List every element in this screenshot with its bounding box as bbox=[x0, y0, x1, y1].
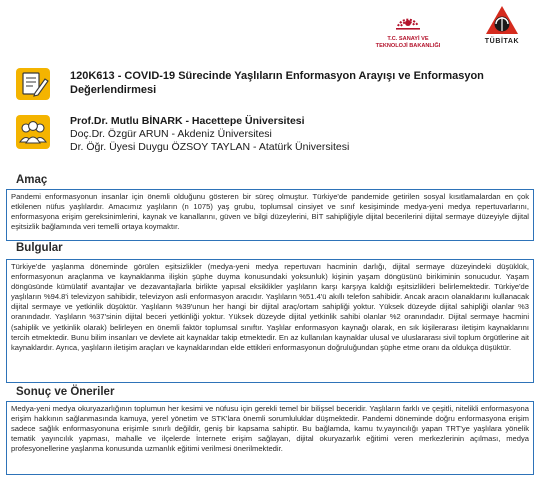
sonuc-text: Medya-yeni medya okuryazarlığının toplumun her kesimi ve nüfusu için gerekli temel bir bilişsel beceridir. Yaşlıların farklı ve çeşitli, nitelikli enformasyona erişim hakkının sağlanmasında kamuya, yerel yönetim ve STK'lara önemli sorumluluklar düşmektedir. Pandemi döneminde doğru enformasyona erişim sadece sağlık enformasyonuna erişimle sınırlı değildir, geniş bir kapsama sahiptir. Bu bağlamda, kamu tv.yayıncılığı yapan TRT'ye yaşlılara yönelik tematik yayıncılık yapması, mahalle ve ilçelerde İnternete erişim sağlayan, dijital okuryazarlık eğitimi veren merkezlerinin açılması, medya profesyonellerine yaşlanma konusunda uzmanlık eğitimi verilmesi önerilmektedir. bbox=[11, 404, 529, 454]
authors-block bbox=[14, 113, 526, 154]
author-lead: Prof.Dr. Mutlu BİNARK - Hacettepe Üniversitesi bbox=[70, 115, 305, 127]
project-title: 120K613 - COVID-19 Sürecinde Yaşlıların Enformasyon Arayışı ve Enformasyon Değerlendirmesi bbox=[70, 70, 484, 96]
tubitak-logo bbox=[478, 4, 526, 45]
ministry-emblem-icon bbox=[390, 4, 426, 34]
document-pen-icon bbox=[14, 66, 54, 102]
author-third: Dr. Öğr. Üyesi Duygu ÖZSOY TAYLAN - Atatürk Üniversitesi bbox=[70, 141, 350, 153]
tubitak-emblem-icon bbox=[483, 4, 521, 36]
ministry-line1: T.C. SANAYİ VE bbox=[387, 36, 429, 42]
amac-text: Pandemi enformasyonun insanlar için önemli olduğunu gösteren bir süreç olmuştur. Türkiye'de pandemide getirilen sosyal kısıtlamalardan en çok etkilenen nüfus yaşlılardır. Amacımız yaşlıların (n 1075) yaş grubu, toplumsal cinsiyet ve sınıf kesişiminde medya-yeni medya repertuvarlarını, enformasyona erişim gereksinimlerini, kaynak ve kanallarını, güven ve bilgi düzeylerini, BİT sahipliğiyle dijital becerilerini dijital sermaye düzeyiyle dijital eşitsizlik bağlamında veri temelli ortaya koymaktır. bbox=[11, 192, 529, 232]
project-header bbox=[14, 66, 526, 102]
author-second: Doç.Dr. Özgür ARUN - Akdeniz Üniversitesi bbox=[70, 128, 272, 140]
sonuc-heading: Sonuç ve Öneriler bbox=[16, 386, 115, 398]
bulgular-box bbox=[6, 259, 534, 383]
ministry-logo bbox=[360, 4, 456, 49]
author-list bbox=[70, 115, 349, 154]
bulgular-heading: Bulgular bbox=[16, 242, 63, 254]
logo-area bbox=[360, 4, 526, 49]
amac-box bbox=[6, 189, 534, 241]
sonuc-box bbox=[6, 401, 534, 475]
ministry-line2: TEKNOLOJİ BAKANLIĞI bbox=[375, 42, 441, 49]
amac-heading: Amaç bbox=[16, 174, 48, 186]
people-group-icon bbox=[14, 113, 54, 153]
bulgular-text: Türkiye'de yaşlanma döneminde görülen eşitsizlikler (medya-yeni medya repertuvarı hacminin darlığı, dijital sermaye düzeyindeki düşüklük, enformasyonun araçlanma ve kaynaklanma ilişkin şüphe duyma konusundaki yoksunluk) kişinin yaşam döngüsünü birikiminin sonucudur. Yaşam döngüsünde kümülatif avantajlar ve dezavantajlarla birlikte yapısal eksiklikler yaşlıların karşı karşıya kaldığı eşitsizlikleri belirlemektedir. Türkiye'de yaşlıların %94.8'i televizyon sahibidir, televizyon asli enformasyon aracıdır. Yaşlıların %51.4'ü akıllı telefon sahibidir. Ancak aracın olanaklarını kullanacak dijital sermaye ve yetkinlik düşüktür. Yaşlıların %39'unun her hangi bir dijital araç/ortam sahipliği yoktur. Yüksek düzeyde dijital sahipliği olanlar %3 oranındadır. Yaşlıların %37'sinin dijital beceri yetkinliği yoktur. Yüksek düzeyde dijital yetkinlik sahibi olanlar %2 oranındadır. Dijital sermaye hacmini (sahiplik ve yetkinlik olarak) belirleyen en önemli faktör toplumsal sınıftır. Yaşlılar enformasyon kaynağı olarak, en sık kişilerarası iletişim kaynaklarını tercih etmektedir. Bunu bilim insanları ve devlete ait kaynaklar takip etmektedir. En az kullanılan kaynaklar ulusal ve uluslararası sivil toplum örgütlerine ait kaynaklardır. Ayrıca, yaşlıların iletişim araçları ve kaynaklarından elde ettikleri enformasyonun doğruluğundan şüphe etme oranı da oldukça düşüktür. bbox=[11, 262, 529, 352]
tubitak-label: TÜBİTAK bbox=[484, 38, 520, 45]
